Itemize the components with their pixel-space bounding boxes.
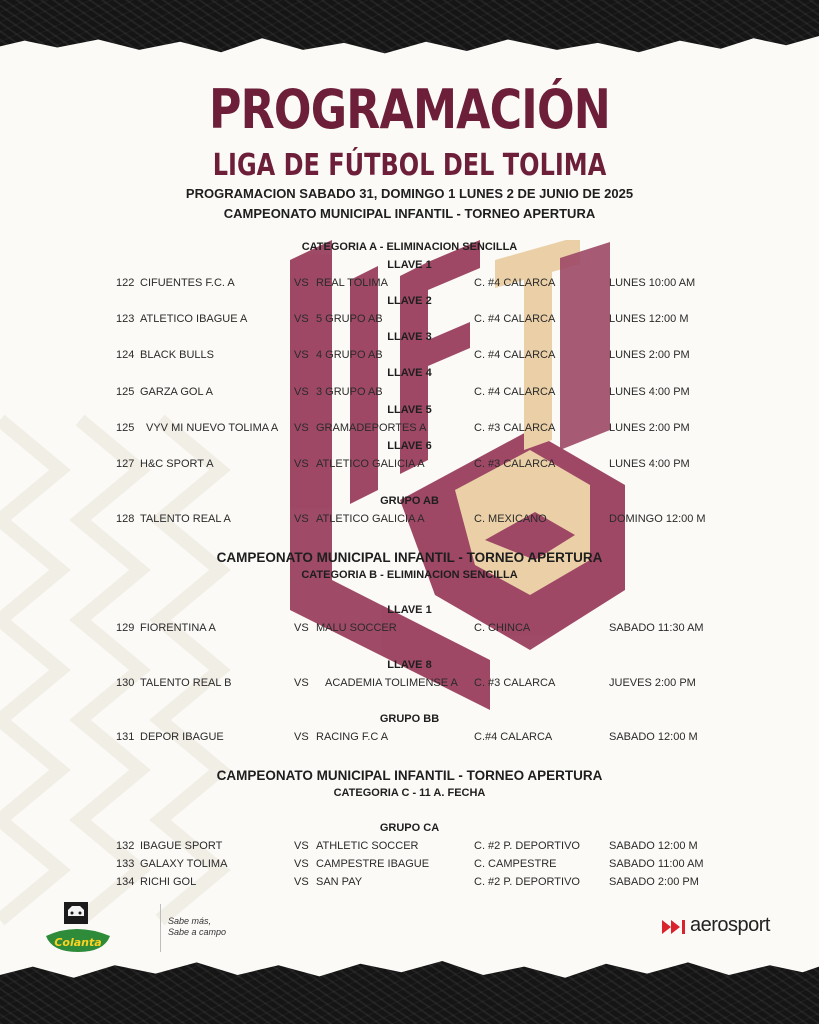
match-row [0,876,819,892]
dates-heading: PROGRAMACION SABADO 31, DOMINGO 1 LUNES 2 DE JUNIO DE 2025 [185,186,634,201]
match-number: 133 [116,858,135,870]
away-team: 5 GRUPO AB [316,313,383,325]
match-row [0,422,819,438]
match-number: 129 [116,622,135,634]
match-row [0,858,819,874]
play-arrows-icon [662,920,688,934]
bracket-label: LLAVE 1 [387,259,432,271]
group-ca-label: GRUPO CA [379,822,440,834]
match-time: LUNES 4:00 PM [609,386,690,398]
home-team: TALENTO REAL A [140,513,231,525]
home-team: ATLETICO IBAGUE A [140,313,248,325]
away-team: ATLETICO GALICIA A [316,513,425,525]
league-subtitle: LIGA DE FÚTBOL DEL TOLIMA [212,148,607,183]
home-team: IBAGUE SPORT [140,840,223,852]
match-row [0,313,819,329]
match-time: LUNES 12:00 M [609,313,689,325]
vs-label: VS [294,858,309,870]
colanta-slogan: Sabe más, Sabe a campo [168,916,227,937]
match-number: 134 [116,876,135,888]
bracket-label: LLAVE 6 [387,440,432,452]
bracket-label: LLAVE 3 [387,331,432,343]
bracket-label: LLAVE 8 [387,659,432,671]
venue: C. #2 P. DEPORTIVO [474,840,580,852]
match-row [0,677,819,693]
match-number: 124 [116,349,135,361]
championship-heading-b: CAMPEONATO MUNICIPAL INFANTIL - TORNEO APERTURA [216,550,603,565]
home-team: GALAXY TOLIMA [140,858,228,870]
match-row [0,386,819,402]
bracket-label: GRUPO AB [380,495,439,507]
match-time: SABADO 12:00 M [609,840,698,852]
home-team: RICHI GOL [140,876,197,888]
home-team: H&C SPORT A [140,458,214,470]
venue: C. CHINCA [474,622,531,634]
home-team: VYV MI NUEVO TOLIMA A [146,422,279,434]
vs-label: VS [294,622,309,634]
venue: C. CAMPESTRE [474,858,557,870]
away-team: MALU SOCCER [316,622,397,634]
colanta-logo [44,900,114,956]
away-team: 3 GRUPO AB [316,386,383,398]
home-team: BLACK BULLS [140,349,214,361]
venue: C. #2 P. DEPORTIVO [474,876,580,888]
venue: C. #3 CALARCA [474,677,556,689]
vs-label: VS [294,731,309,743]
away-team: ATHLETIC SOCCER [316,840,419,852]
away-team: RACING F.C A [316,731,389,743]
home-team: TALENTO REAL B [140,677,232,689]
colanta-sponsor [44,898,244,958]
venue: C. #3 CALARCA [474,422,556,434]
away-team: SAN PAY [316,876,363,888]
match-row [0,277,819,293]
match-number: 132 [116,840,135,852]
aerosport-logo-text: aerosport [690,914,770,936]
away-team: GRAMADEPORTES A [316,422,427,434]
match-number: 127 [116,458,135,470]
svg-text:Colanta: Colanta [54,936,102,949]
match-row [0,840,819,856]
away-team: ACADEMIA TOLIMENSE A [325,677,458,689]
match-time: DOMINGO 12:00 M [609,513,706,525]
match-row [0,349,819,365]
vs-label: VS [294,513,309,525]
match-time: SABADO 12:00 M [609,731,698,743]
vs-label: VS [294,349,309,361]
category-c-heading: CATEGORIA C - 11 A. FECHA [333,787,486,799]
venue: C. #3 CALARCA [474,458,556,470]
match-time: SABADO 2:00 PM [609,876,699,888]
venue: C. #4 CALARCA [474,313,556,325]
match-row [0,513,819,529]
match-time: SABADO 11:00 AM [609,858,704,870]
home-team: DEPOR IBAGUE [140,731,224,743]
bracket-label: GRUPO BB [379,713,440,725]
vs-label: VS [294,677,309,689]
match-row [0,622,819,638]
bracket-label: LLAVE 1 [387,604,432,616]
home-team: FIORENTINA A [140,622,216,634]
vs-label: VS [294,840,309,852]
venue: C. #4 CALARCA [474,386,556,398]
bracket-label: LLAVE 2 [387,295,432,307]
match-number: 128 [116,513,135,525]
match-time: LUNES 2:00 PM [609,349,690,361]
match-number: 131 [116,731,135,743]
match-number: 122 [116,277,135,289]
venue: C. MEXICANO [474,513,547,525]
away-team: 4 GRUPO AB [316,349,383,361]
home-team: GARZA GOL A [140,386,213,398]
away-team: ATLETICO GALICIA A [316,458,425,470]
match-number: 125 [116,422,135,434]
match-number: 123 [116,313,135,325]
vs-label: VS [294,277,309,289]
match-number: 130 [116,677,135,689]
championship-heading-c: CAMPEONATO MUNICIPAL INFANTIL - TORNEO APERTURA [216,768,603,783]
vs-label: VS [294,458,309,470]
match-time: JUEVES 2:00 PM [609,677,696,689]
vs-label: VS [294,386,309,398]
match-row [0,458,819,474]
match-time: LUNES 10:00 AM [609,277,696,289]
venue: C. #4 CALARCA [474,277,556,289]
away-team: REAL TOLIMA [316,277,388,289]
bracket-label: LLAVE 4 [387,367,432,379]
category-a-heading: CATEGORIA A - ELIMINACION SENCILLA [301,241,518,253]
away-team: CAMPESTRE IBAGUE [316,858,430,870]
venue: C. #4 CALARCA [474,349,556,361]
home-team: CIFUENTES F.C. A [140,277,235,289]
vs-label: VS [294,313,309,325]
match-row [0,731,819,747]
vs-label: VS [294,422,309,434]
match-number: 125 [116,386,135,398]
bracket-label: LLAVE 5 [387,404,432,416]
match-time: LUNES 2:00 PM [609,422,690,434]
championship-heading-a: CAMPEONATO MUNICIPAL INFANTIL - TORNEO APERTURA [223,206,596,221]
venue: C.#4 CALARCA [474,731,553,743]
category-b-heading: CATEGORIA B - ELIMINACION SENCILLA [301,569,518,581]
match-time: SABADO 11:30 AM [609,622,704,634]
vs-label: VS [294,876,309,888]
match-time: LUNES 4:00 PM [609,458,690,470]
page-title: PROGRAMACIÓN [208,78,611,141]
